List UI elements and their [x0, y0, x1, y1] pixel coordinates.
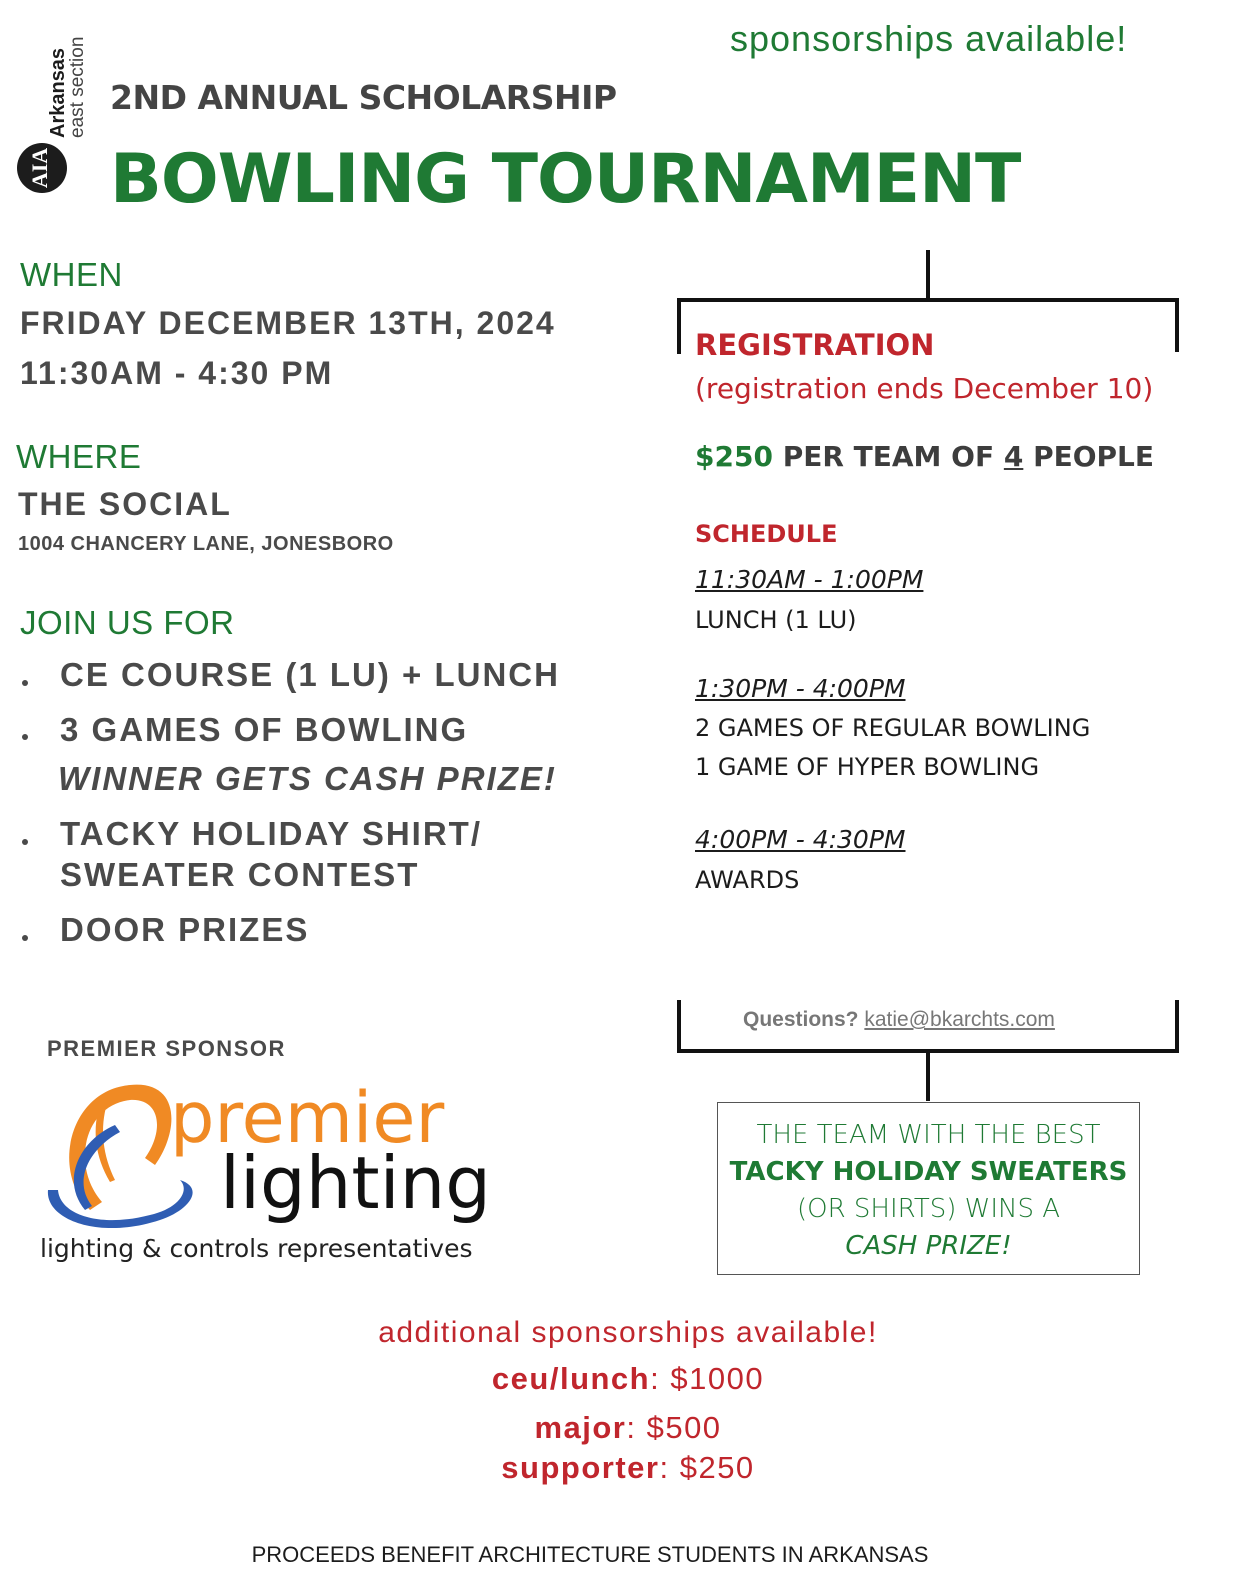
bullet-icon [22, 680, 32, 690]
bullet-icon [22, 734, 32, 744]
registration-deadline: (registration ends December 10) [695, 372, 1154, 405]
aia-arkansas-logo [12, 8, 88, 198]
aia-badge-text: AIA [27, 147, 53, 189]
tier-price: : $1000 [650, 1361, 765, 1396]
when-heading: WHEN [20, 256, 123, 293]
schedule-item: 1 GAME OF HYPER BOWLING [695, 753, 1040, 781]
join-heading: JOIN US FOR [20, 604, 235, 641]
event-date: FRIDAY DECEMBER 13TH, 2024 [20, 305, 556, 341]
event-title: BOWLING TOURNAMENT [110, 140, 1021, 219]
aia-org-section: east section [67, 36, 88, 138]
tacky-sweater-prize-box [717, 1102, 1140, 1275]
aia-org-name: Arkansas [47, 47, 69, 138]
bracket-top-bar [677, 298, 1179, 302]
bracket-top-right [1175, 298, 1179, 352]
additional-sponsorships-heading: additional sponsorships available! [378, 1316, 878, 1349]
bullet-icon [22, 839, 32, 849]
questions-label: Questions? [743, 1008, 859, 1031]
tier-price: : $250 [659, 1450, 755, 1485]
team-price [695, 440, 1154, 473]
schedule-time: 11:30AM - 1:00PM [695, 565, 924, 594]
event-time: 11:30AM - 4:30 PM [20, 355, 334, 391]
bracket-bottom-right [1175, 1000, 1179, 1052]
sponsor-tier-supporter [0, 1450, 1256, 1486]
join-item-door-prizes: DOOR PRIZES [60, 911, 310, 948]
proceeds-footer: PROCEEDS BENEFIT ARCHITECTURE STUDENTS IN ARKANSAS [251, 1542, 929, 1567]
join-item-bowling-prize: WINNER GETS CASH PRIZE! [58, 760, 557, 797]
join-item-ce-course: CE COURSE (1 LU) + LUNCH [60, 656, 560, 693]
tier-name: major [534, 1410, 627, 1445]
bracket-bottom-stem [926, 1049, 930, 1101]
sponsorships-available-note: sponsorships available! [730, 18, 1128, 59]
tier-price: : $500 [626, 1410, 722, 1445]
team-size: 4 [1003, 440, 1024, 473]
price-amount: $250 [695, 440, 773, 473]
bullet-icon [22, 935, 32, 945]
join-item-tacky-contest-line2: SWEATER CONTEST [60, 856, 420, 893]
price-text-before: PER TEAM OF [782, 440, 995, 473]
sponsor-tier-major [0, 1410, 1256, 1446]
event-subtitle: 2ND ANNUAL SCHOLARSHIP [110, 78, 617, 117]
sponsor-tier-ceu-lunch [0, 1361, 1256, 1397]
schedule-time: 4:00PM - 4:30PM [695, 825, 906, 854]
schedule-time: 1:30PM - 4:00PM [695, 674, 906, 703]
prize-line-1: THE TEAM WITH THE BEST [756, 1120, 1101, 1150]
schedule-item: LUNCH (1 LU) [695, 606, 857, 634]
prize-line-2: TACKY HOLIDAY SWEATERS [729, 1157, 1128, 1187]
logo-blue-swoosh [48, 1180, 193, 1228]
logo-word-premier: premier [170, 1077, 445, 1159]
venue-name: THE SOCIAL [18, 486, 232, 522]
logo-tagline: lighting & controls representatives [40, 1234, 473, 1263]
bracket-top-stem [926, 250, 930, 300]
venue-address: 1004 CHANCERY LANE, JONESBORO [18, 533, 394, 555]
premier-lighting-logo [40, 1070, 510, 1270]
schedule-item: AWARDS [695, 866, 800, 894]
prize-line-4: CASH PRIZE! [845, 1231, 1012, 1261]
bracket-bottom-left [677, 1000, 681, 1052]
join-item-bowling: 3 GAMES OF BOWLING [60, 711, 469, 748]
bracket-top-left [677, 298, 681, 354]
tier-name: ceu/lunch [491, 1361, 651, 1396]
registration-heading: REGISTRATION [695, 328, 935, 362]
price-text-after: PEOPLE [1033, 440, 1155, 473]
premier-sponsor-heading: PREMIER SPONSOR [47, 1036, 286, 1061]
contact-email-link[interactable]: katie@bkarchts.com [864, 1008, 1055, 1031]
tier-name: supporter [501, 1450, 660, 1485]
schedule-item: 2 GAMES OF REGULAR BOWLING [695, 714, 1091, 742]
logo-word-lighting: lighting [220, 1141, 491, 1225]
questions-contact [743, 1008, 1055, 1032]
where-heading: WHERE [16, 438, 142, 475]
join-item-tacky-contest: TACKY HOLIDAY SHIRT/ [60, 815, 482, 852]
schedule-heading: SCHEDULE [695, 520, 838, 548]
prize-line-3: (OR SHIRTS) WINS A [796, 1194, 1060, 1224]
